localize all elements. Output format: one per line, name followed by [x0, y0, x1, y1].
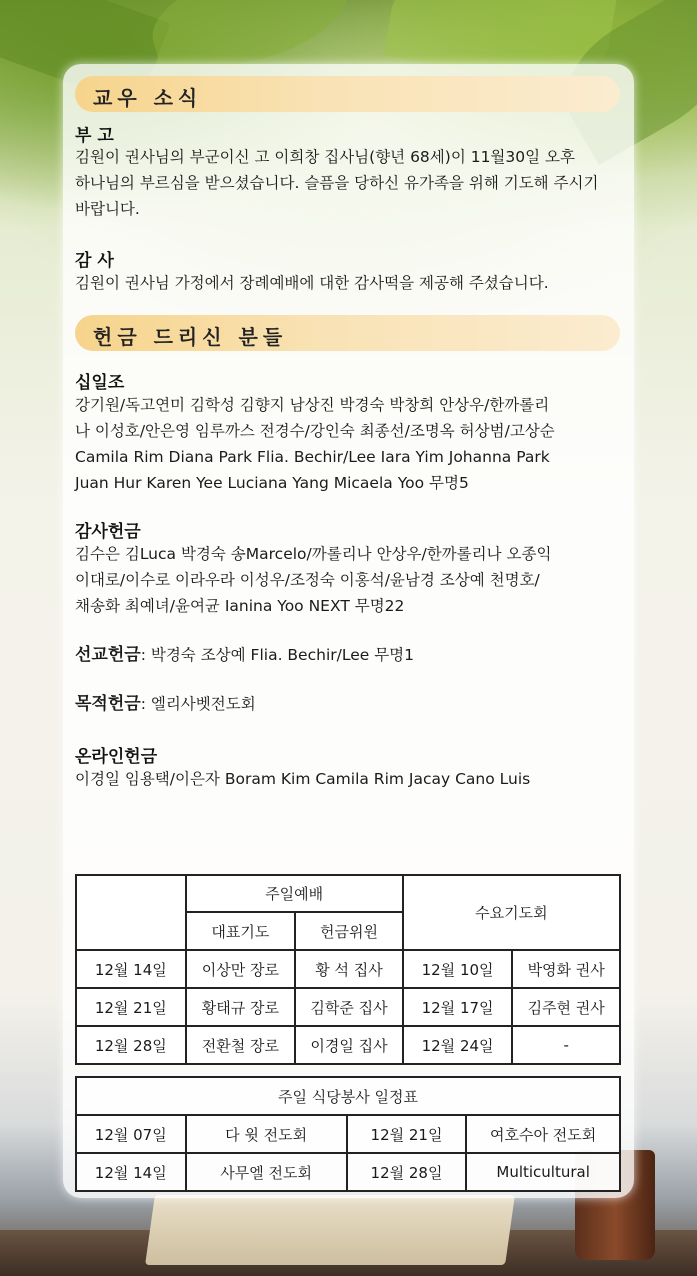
- tithe-heading: 십일조: [75, 373, 125, 393]
- table-cell: 박영화 권사: [512, 950, 620, 988]
- purpose-text: : 엘리사벳전도회: [140, 695, 256, 713]
- table-cell: 12월 21일: [76, 988, 186, 1026]
- worship-schedule-table: [75, 874, 621, 1065]
- table-cell: 12월 21일: [347, 1115, 466, 1153]
- meal-service-table: [75, 1076, 621, 1192]
- online-list: 이경일 임용택/이은자 Boram Kim Camila Rim Jacay Cano Luis: [75, 770, 531, 788]
- table-cell: 12월 14일: [76, 1153, 186, 1191]
- table-row: [76, 1026, 620, 1064]
- section-header-news: [75, 76, 620, 112]
- text-line: Camila Rim Diana Park Flia. Bechir/Lee Iara Yim Johanna Park: [75, 448, 550, 466]
- table-cell: 12월 14일: [76, 950, 186, 988]
- wednesday-prayer-header: 수요기도회: [403, 875, 620, 950]
- table-cell: 여호수아 전도회: [466, 1115, 620, 1153]
- table-cell: 다 윗 전도회: [186, 1115, 347, 1153]
- section-title: 교우 소식: [93, 86, 203, 110]
- table-cell: 황 석 집사: [295, 950, 403, 988]
- bugo-heading: 부 고: [75, 126, 114, 146]
- text-line: 김수은 김Luca 박경숙 송Marcelo/까롤리나 안상우/한까롤리나 오종익: [75, 545, 552, 563]
- thanksgiving-heading: 감사헌금: [75, 522, 141, 542]
- purpose-offering: [75, 691, 630, 717]
- table-cell: Multicultural: [466, 1153, 620, 1191]
- mission-text: : 박경숙 조상예 Flia. Bechir/Lee 무명1: [140, 646, 415, 664]
- section-header-offerings: [75, 315, 620, 351]
- table-row: [76, 1115, 620, 1153]
- mission-heading: 선교헌금: [75, 645, 141, 665]
- table-cell: 이상만 장로: [186, 950, 296, 988]
- text-line: 바랍니다.: [75, 200, 140, 218]
- table-cell: 12월 07일: [76, 1115, 186, 1153]
- table-cell: 황태규 장로: [186, 988, 296, 1026]
- table-cell: 김학준 집사: [295, 988, 403, 1026]
- text-line: 강기원/독고연미 김학성 김향지 남상진 박경숙 박창희 안상우/한까롤리: [75, 396, 550, 414]
- table-cell: 12월 24일: [403, 1026, 513, 1064]
- thanksgiving-list: [75, 541, 630, 619]
- text-line: 나 이성호/안은영 임루까스 전경수/강인숙 최종선/조명옥 허상범/고상순: [75, 422, 555, 440]
- table-cell: 사무엘 전도회: [186, 1153, 347, 1191]
- bugo-text: [75, 144, 630, 222]
- prayer-header: 대표기도: [186, 912, 296, 950]
- table-cell: 12월 10일: [403, 950, 513, 988]
- table-cell: 김주현 권사: [512, 988, 620, 1026]
- text-line: 하나님의 부르심을 받으셨습니다. 슬픔을 당하신 유가족을 위해 기도해 주시기: [75, 174, 599, 192]
- table-cell: 12월 28일: [347, 1153, 466, 1191]
- bible-image: [145, 1195, 515, 1265]
- table-cell: 전환철 장로: [186, 1026, 296, 1064]
- table-corner-cell: [76, 875, 186, 950]
- table-row: [76, 988, 620, 1026]
- thanks-text: 김원이 권사님 가정에서 장례예배에 대한 감사떡을 제공해 주셨습니다.: [75, 274, 549, 292]
- table-cell: -: [512, 1026, 620, 1064]
- meal-table-title: 주일 식당봉사 일정표: [76, 1077, 620, 1115]
- thanks-heading: 감 사: [75, 251, 114, 271]
- tithe-list: [75, 392, 630, 496]
- table-cell: 12월 28일: [76, 1026, 186, 1064]
- text-line: 김원이 권사님의 부군이신 고 이희창 집사님(향년 68세)이 11월30일 오후: [75, 148, 575, 166]
- table-cell: 이경일 집사: [295, 1026, 403, 1064]
- text-line: Juan Hur Karen Yee Luciana Yang Micaela Yoo 무명5: [75, 474, 469, 492]
- text-line: 채송화 최예녀/윤여균 Ianina Yoo NEXT 무명22: [75, 597, 405, 615]
- table-row: [76, 950, 620, 988]
- table-row: [76, 1153, 620, 1191]
- table-cell: 12월 17일: [403, 988, 513, 1026]
- online-heading: 온라인헌금: [75, 747, 158, 767]
- offering-committee-header: 헌금위원: [295, 912, 403, 950]
- section-title: 헌금 드리신 분들: [93, 325, 288, 349]
- purpose-heading: 목적헌금: [75, 694, 141, 714]
- sunday-worship-header: 주일예배: [186, 875, 403, 912]
- text-line: 이대로/이수로 이라우라 이성우/조정숙 이홍석/윤남경 조상예 천명호/: [75, 571, 540, 589]
- mission-offering: [75, 642, 630, 668]
